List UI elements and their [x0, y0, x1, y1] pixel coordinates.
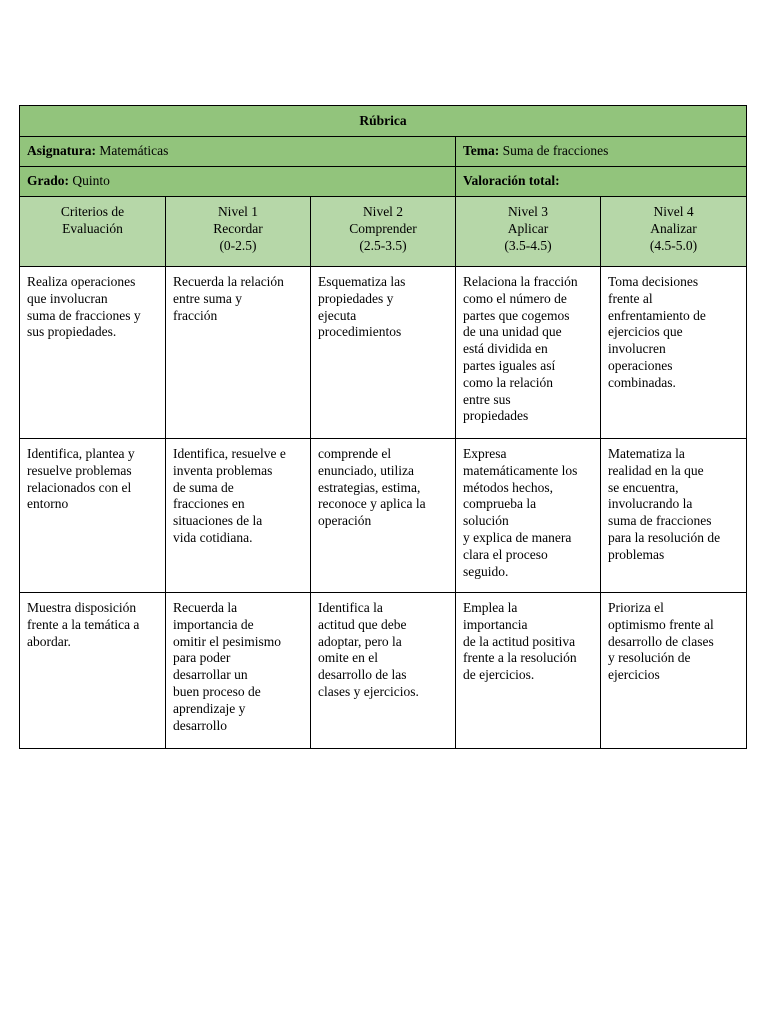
topic-label: Tema:: [463, 143, 500, 159]
rubric-title: Rúbrica: [20, 106, 747, 137]
level-2-cell: Identifica la actitud que debe adoptar, pero la omite en el desarrollo de las clases y ejercicios.: [311, 593, 456, 749]
level-2-cell: Esquematiza las propiedades y ejecuta procedimientos: [311, 267, 456, 439]
header-criteria: Criterios de Evaluación: [20, 197, 166, 267]
level-3-cell: Expresa matemáticamente los métodos hechos, comprueba la solución y explica de manera clara el proceso seguido.: [456, 439, 601, 593]
level-4-cell: Matematiza la realidad en la que se encuentra, involucrando la suma de fracciones para la resolución de problemas: [601, 439, 747, 593]
header-level-2: Nivel 2 Comprender (2.5-3.5): [311, 197, 456, 267]
grade-value: Quinto: [72, 173, 110, 189]
table-row: [20, 593, 747, 749]
level-1-cell: Recuerda la relación entre suma y fracción: [166, 267, 311, 439]
level-4-cell: Prioriza el optimismo frente al desarrollo de clases y resolución de ejercicios: [601, 593, 747, 749]
total-score-label: Valoración total:: [463, 173, 560, 189]
header-level-3: Nivel 3 Aplicar (3.5-4.5): [456, 197, 601, 267]
criteria-cell: Identifica, plantea y resuelve problemas relacionados con el entorno: [20, 439, 166, 593]
level-1-cell: Recuerda la importancia de omitir el pesimismo para poder desarrollar un buen proceso de aprendizaje y desarrollo: [166, 593, 311, 749]
subject-value: Matemáticas: [99, 143, 169, 159]
level-2-cell: comprende el enunciado, utiliza estrategias, estima, reconoce y aplica la operación: [311, 439, 456, 593]
level-1-cell: Identifica, resuelve e inventa problemas de suma de fracciones en situaciones de la vida cotidiana.: [166, 439, 311, 593]
level-4-cell: Toma decisiones frente al enfrentamiento de ejercicios que involucren operaciones combinadas.: [601, 267, 747, 439]
level-3-cell: Emplea la importancia de la actitud positiva frente a la resolución de ejercicios.: [456, 593, 601, 749]
table-row: [20, 439, 747, 593]
grade-cell: [20, 167, 456, 197]
grade-label: Grado:: [27, 173, 69, 189]
header-level-4: Nivel 4 Analizar (4.5-5.0): [601, 197, 747, 267]
criteria-cell: Realiza operaciones que involucran suma de fracciones y sus propiedades.: [20, 267, 166, 439]
topic-cell: [456, 137, 747, 167]
subject-cell: [20, 137, 456, 167]
rubric-table: [19, 105, 747, 749]
topic-value: Suma de fracciones: [502, 143, 609, 159]
total-score-cell: [456, 167, 747, 197]
subject-label: Asignatura:: [27, 143, 97, 159]
header-level-1: Nivel 1 Recordar (0-2.5): [166, 197, 311, 267]
criteria-cell: Muestra disposición frente a la temática a abordar.: [20, 593, 166, 749]
level-3-cell: Relaciona la fracción como el número de partes que cogemos de una unidad que está dividida en partes iguales así como la relación entre sus propiedades: [456, 267, 601, 439]
table-row: [20, 267, 747, 439]
